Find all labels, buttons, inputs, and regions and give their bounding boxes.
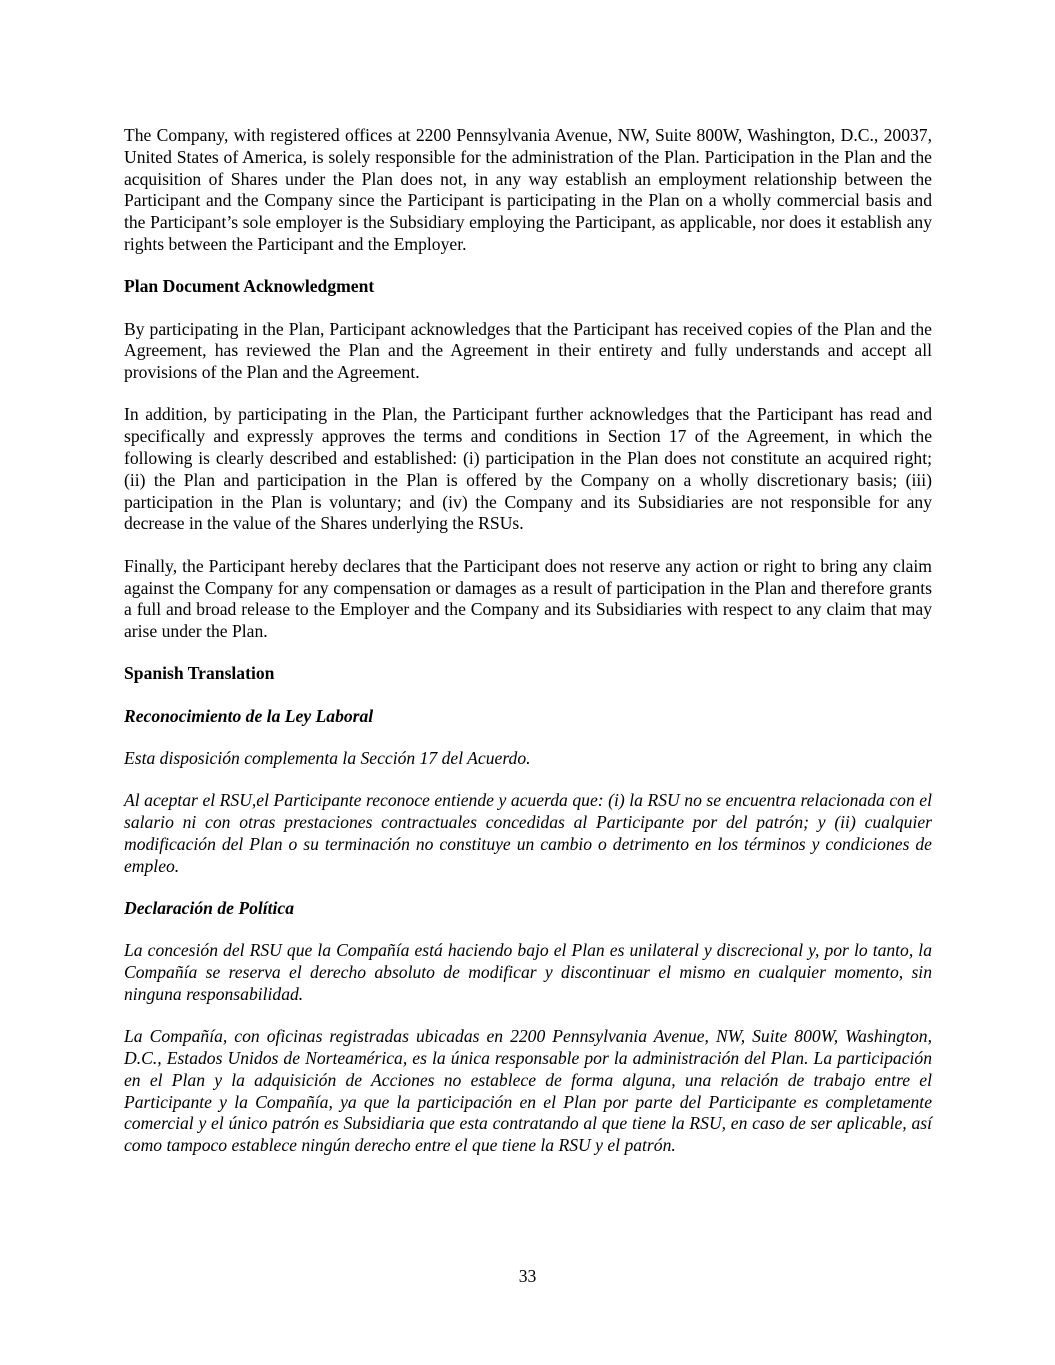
paragraph-participant-acknowledges: By participating in the Plan, Participant acknowledges that the Participant has received copies of the Plan and the Agreement, has reviewed the Plan and the Agreement in their entirety and fully understands and accept all provisions of the Plan and the Agreement. xyxy=(124,318,932,383)
paragraph-al-aceptar-rsu: Al aceptar el RSU,el Participante reconoce entiende y acuerda que: (i) la RSU no se encuentra relacionada con el salario ni con otras prestaciones contractuales concedidas al Participante por del patrón; y (ii) cualquier modificación del Plan o su terminación no constituye un cambio o detrimento en los términos y condiciones de empleo. xyxy=(124,790,932,876)
heading-reconocimiento-ley-laboral: Reconocimiento de la Ley Laboral xyxy=(124,705,374,726)
paragraph-disposicion-complementa: Esta disposición complementa la Sección 17 del Acuerdo. xyxy=(124,748,531,769)
document-body xyxy=(124,125,932,1177)
heading-declaracion-politica: Declaración de Política xyxy=(124,898,295,919)
paragraph-concesion-rsu: La concesión del RSU que la Compañía está haciendo bajo el Plan es unilateral y discrecional y, por lo tanto, la Compañía se reserva el derecho absoluto de modificar y discontinuar el mismo en cualquier momento, sin ninguna responsabilidad. xyxy=(124,940,932,1004)
heading-plan-document-acknowledgment: Plan Document Acknowledgment xyxy=(124,276,375,297)
heading-spanish-translation: Spanish Translation xyxy=(124,663,275,684)
paragraph-compania-oficinas: La Compañía, con oficinas registradas ubicadas en 2200 Pennsylvania Avenue, NW, Suite 800W, Washington, D.C., Estados Unidos de Norteamérica, es la única responsable por la administración del Plan. La participación en el Plan y la adquisición de Acciones no establece de forma alguna, una relación de trabajo entre el Participante y la Compañía, ya que la participación en el Plan por parte del Participante es completamente comercial y el único patrón es Subsidiaria que esta contratando al que tiene la RSU, en caso de ser aplicable, así como tampoco establece ningún derecho entre el que tiene la RSU y el patrón. xyxy=(124,1026,932,1156)
paragraph-company-administration: The Company, with registered offices at 2200 Pennsylvania Avenue, NW, Suite 800W, Washington, D.C., 20037, United States of America, is solely responsible for the administration of the Plan. Participation in the Plan and the acquisition of Shares under the Plan does not, in any way establish an employment relationship between the Participant and the Company since the Participant is participating in the Plan on a wholly commercial basis and the Participant’s sole employer is the Subsidiary employing the Participant, as applicable, nor does it establish any rights between the Participant and the Employer. xyxy=(124,125,932,254)
paragraph-section-17-approval: In addition, by participating in the Plan, the Participant further acknowledges that the Participant has read and specifically and expressly approves the terms and conditions in Section 17 of the Agreement, in which the following is clearly described and established: (i) participation in the Plan does not constitute an acquired right; (ii) the Plan and participation in the Plan is offered by the Company on a wholly discretionary basis; (iii) participation in the Plan is voluntary; and (iv) the Company and its Subsidiaries are not responsible for any decrease in the value of the Shares underlying the RSUs. xyxy=(124,404,932,534)
paragraph-release-declaration: Finally, the Participant hereby declares that the Participant does not reserve any action or right to bring any claim against the Company for any compensation or damages as a result of participation in the Plan and therefore grants a full and broad release to the Employer and the Company and its Subsidiaries with respect to any claim that may arise under the Plan. xyxy=(124,555,932,642)
page-number: 33 xyxy=(518,1266,537,1286)
